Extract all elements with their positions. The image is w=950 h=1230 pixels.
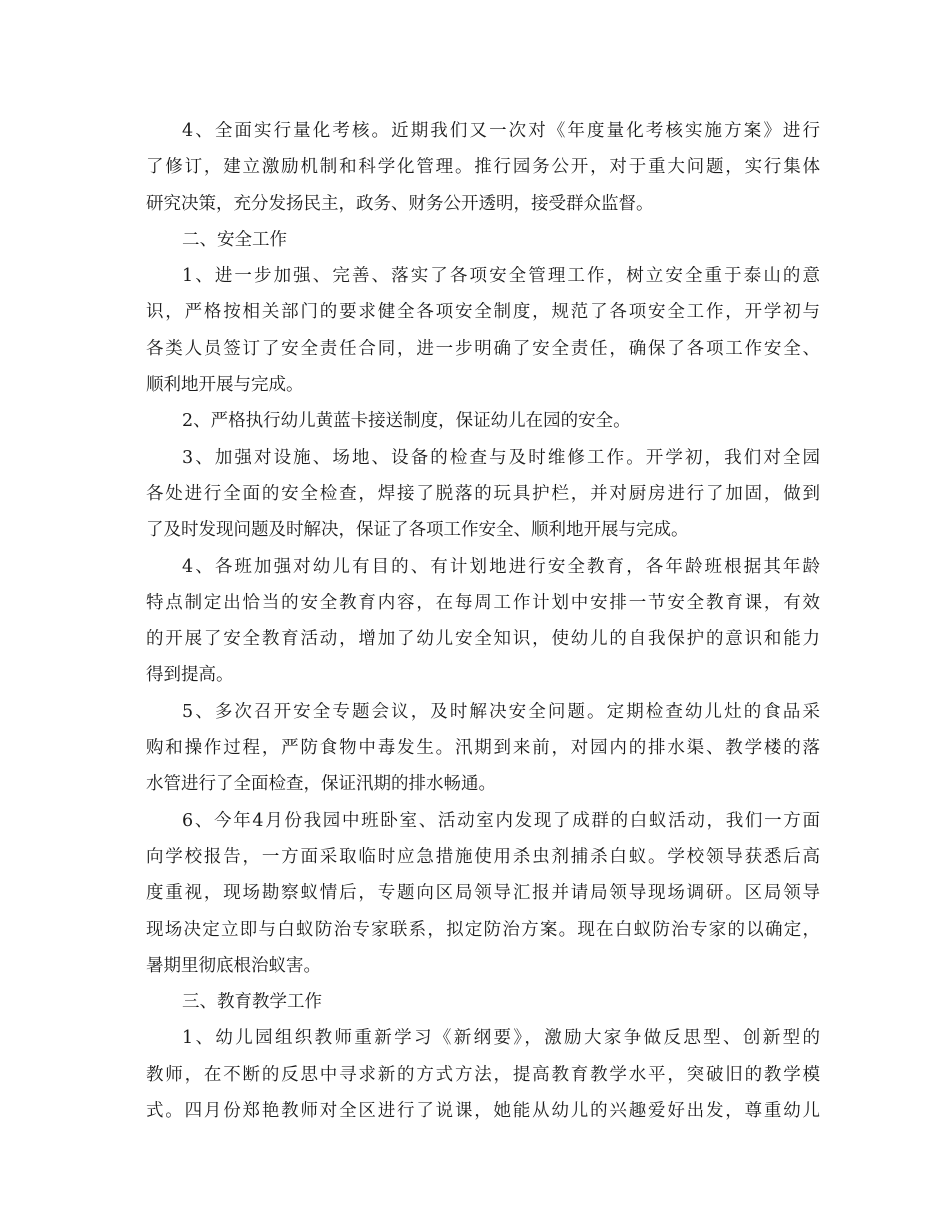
text-line: 顺利地开展与完成。 [146, 375, 304, 396]
text-line: 2、严格执行幼儿黄蓝卡接送制度，保证幼儿在园的安全。 [182, 411, 631, 432]
text-line: 1、进一步加强、完善、落实了各项安全管理工作，树立安全重于泰山的意 [182, 266, 820, 287]
text-line: 式。四月份郑艳教师对全区进行了说课，她能从幼儿的兴趣爱好出发，尊重幼儿 [146, 1101, 820, 1122]
text-line: 3、加强对设施、场地、设备的检查与及时维修工作。开学初，我们对全园 [182, 447, 820, 468]
text-line: 各类人员签订了安全责任合同，进一步明确了安全责任，确保了各项工作安全、 [146, 338, 820, 359]
text-line: 度重视，现场勘察蚁情后，专题向区局领导汇报并请局领导现场调研。区局领导 [146, 883, 820, 904]
text-line: 暑期里彻底根治蚁害。 [146, 955, 321, 976]
text-line: 得到提高。 [146, 665, 234, 686]
text-line: 识，严格按相关部门的要求健全各项安全制度，规范了各项安全工作，开学初与 [146, 302, 820, 323]
text-line: 教师，在不断的反思中寻求新的方式方法，提高教育教学水平，突破旧的教学模 [146, 1064, 820, 1085]
text-line: 向学校报告，一方面采取临时应急措施使用杀虫剂捕杀白蚁。学校领导获悉后高 [146, 846, 820, 867]
text-line: 5、多次召开安全专题会议，及时解决安全问题。定期检查幼儿灶的食品采 [182, 701, 820, 722]
text-line: 6、今年4月份我园中班卧室、活动室内发现了成群的白蚁活动，我们一方面 [182, 810, 820, 831]
text-line: 4、各班加强对幼儿有目的、有计划地进行安全教育，各年龄班根据其年龄 [182, 556, 820, 577]
text-line: 特点制定出恰当的安全教育内容，在每周工作计划中安排一节安全教育课，有效 [146, 592, 820, 613]
text-line: 4、全面实行量化考核。近期我们又一次对《年度量化考核实施方案》进行 [182, 121, 820, 141]
text-line: 购和操作过程，严防食物中毒发生。汛期到来前，对园内的排水渠、教学楼的落 [146, 738, 820, 759]
text-line: 了修订，建立激励机制和科学化管理。推行园务公开，对于重大问题，实行集体 [146, 157, 820, 178]
text-line: 了及时发现问题及时解决，保证了各项工作安全、顺利地开展与完成。 [146, 520, 689, 541]
text-line: 1、幼儿园组织教师重新学习《新纲要》，激励大家争做反思型、创新型的 [182, 1028, 820, 1049]
text-line: 的开展了安全教育活动，增加了幼儿安全知识，使幼儿的自我保护的意识和能力 [146, 629, 820, 650]
text-line: 各处进行全面的安全检查，焊接了脱落的玩具护栏，并对厨房进行了加固，做到 [146, 483, 820, 504]
text-line: 现场决定立即与白蚁防治专家联系，拟定防治方案。现在白蚁防治专家的以确定， [146, 919, 820, 940]
text-line: 二、安全工作 [182, 229, 287, 250]
document-body [146, 113, 820, 1129]
text-line: 研究决策，充分发扬民主，政务、财务公开透明，接受群众监督。 [146, 193, 654, 214]
text-line: 水管进行了全面检查，保证汛期的排水畅通。 [146, 774, 496, 795]
text-line: 三、教育教学工作 [182, 992, 322, 1013]
